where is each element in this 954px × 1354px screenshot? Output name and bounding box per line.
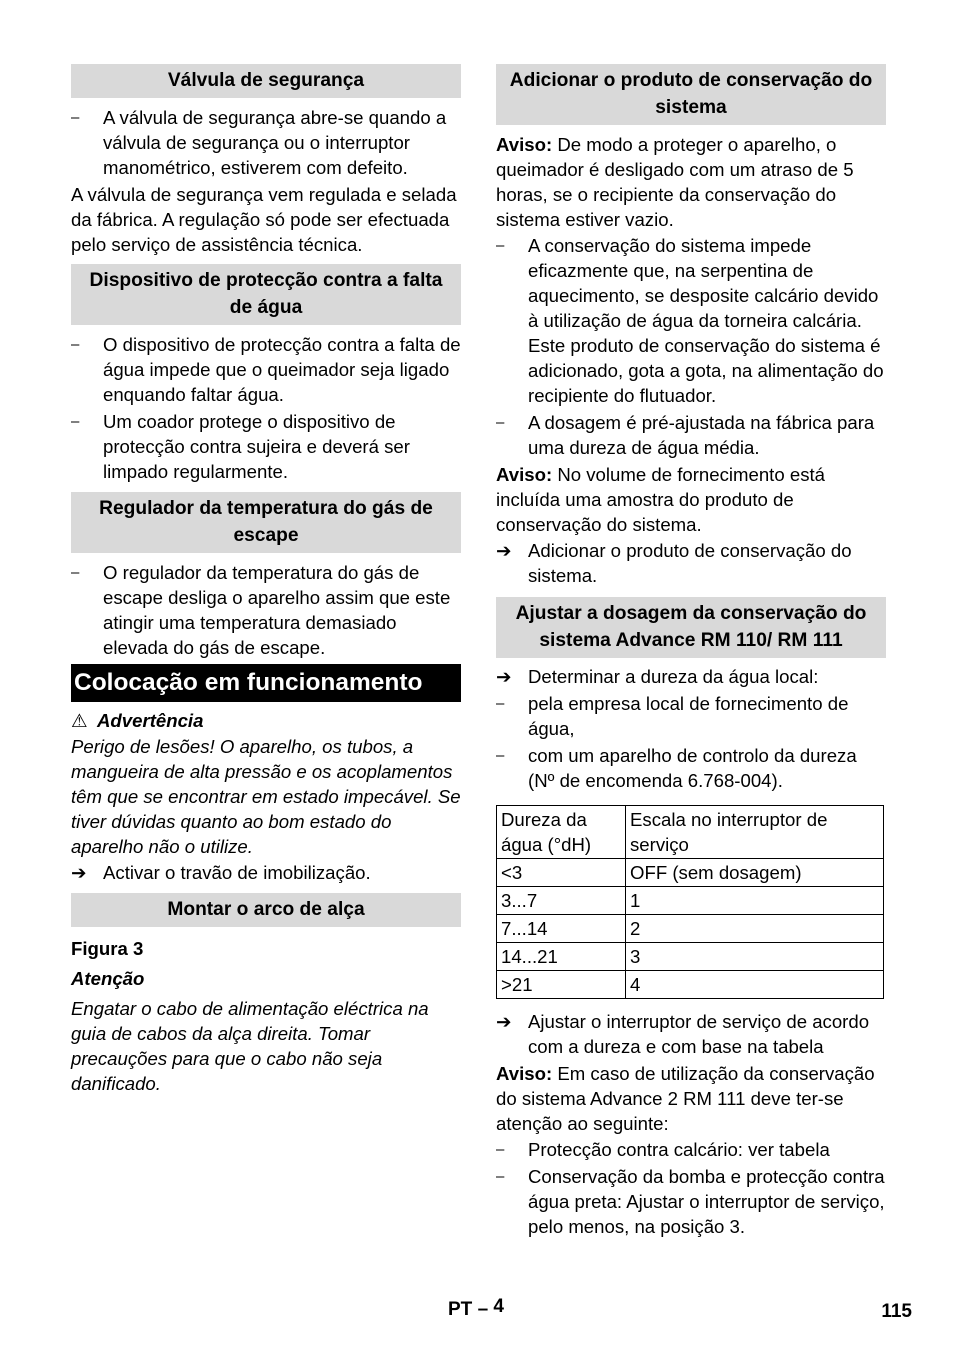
list-item: – A válvula de segurança abre-se quando a válvula de segurança ou o interruptor manométrico, estiverem com defeito. (71, 107, 447, 178)
list-item: – Conservação da bomba e protecção contra água preta: Ajustar o interruptor de serviço, pelo menos, na posição 3. (496, 1166, 885, 1237)
warning-icon: ⚠ (71, 710, 88, 731)
list-item: – com um aparelho de controlo da dureza (Nº de encomenda 6.768-004). (496, 745, 857, 791)
arrow-icon: ➔ (496, 666, 512, 687)
table-cell: OFF (sem dosagem) (626, 859, 884, 887)
heading-arco: Montar o arco de alça (71, 893, 461, 927)
step-item: ➔ Ajustar o interruptor de serviço de acordo com a dureza e com base na tabela (496, 1011, 870, 1057)
table-cell: <3 (497, 859, 626, 887)
warning-header: ⚠ Advertência (71, 710, 204, 731)
dash-icon: – (71, 564, 80, 581)
right-column (496, 64, 886, 1241)
step-item: ➔ Activar o travão de imobilização. (71, 862, 371, 883)
paragraph: Aviso: No volume de fornecimento está incluída uma amostra do produto de conservação do sistema. (496, 464, 825, 535)
list-item: – O dispositivo de protecção contra a falta de água impede que o queimador seja ligado enquando faltar água. (71, 334, 461, 405)
section-title: Colocação em funcionamento (71, 664, 461, 702)
left-column (71, 64, 461, 1097)
paragraph: Aviso: De modo a proteger o aparelho, o queimador é desligado com um atraso de 5 horas, se o recipiente da conservação do sistema estiver vazio. (496, 134, 854, 230)
dash-icon: – (496, 747, 505, 764)
table-row (497, 915, 884, 943)
dash-icon: – (496, 414, 505, 431)
list-item: – O regulador da temperatura do gás de escape desliga o aparelho assim que este atingir uma temperatura demasiado elevada do gás de escape. (71, 562, 451, 658)
table-cell: 7...14 (497, 915, 626, 943)
attention-title: Atenção (71, 968, 145, 989)
arrow-icon: ➔ (496, 1011, 512, 1032)
paragraph: A válvula de segurança vem regulada e selada da fábrica. A regulação só pode ser efectuada pelo serviço de assistência técnica. (71, 184, 457, 255)
table-row (497, 859, 884, 887)
dash-icon: – (71, 413, 80, 430)
dash-icon: – (71, 336, 80, 353)
paragraph: Aviso: Em caso de utilização da conservação do sistema Advance 2 RM 111 deve ter-se atenção ao seguinte: (496, 1063, 875, 1134)
heading-ajustar: Ajustar a dosagem da conservação do sistema Advance RM 110/ RM 111 (496, 597, 886, 658)
step-item: ➔ Adicionar o produto de conservação do sistema. (496, 540, 852, 586)
table-cell: 1 (626, 887, 884, 915)
step-item: ➔ Determinar a dureza da água local: (496, 666, 819, 687)
list-item: – A conservação do sistema impede eficazmente que, na serpentina de aquecimento, se desposite calcário devido à utilização de água da torneira calcária. Este produto de conservação do sistema é adicionado, gota a gota, na alimentação do recipiente do flutuador. (496, 235, 884, 406)
heading-adicionar: Adicionar o produto de conservação do sistema (496, 64, 886, 125)
dash-icon: – (71, 109, 80, 126)
table-cell: 2 (626, 915, 884, 943)
list-item: – pela empresa local de fornecimento de água, (496, 693, 849, 739)
heading-valvula: Válvula de segurança (71, 64, 461, 98)
attention-text: Engatar o cabo de alimentação eléctrica na guia de cabos da alça direita. Tomar precauções para que o cabo não seja danificado. (71, 998, 429, 1094)
list-item: – A dosagem é pré-ajustada na fábrica para uma dureza de água média. (496, 412, 875, 458)
dash-icon: – (496, 1168, 505, 1185)
table-cell: 14...21 (497, 943, 626, 971)
arrow-icon: ➔ (496, 540, 512, 561)
arrow-icon: ➔ (71, 862, 87, 883)
table-header-row (497, 806, 884, 859)
table-row (497, 971, 884, 999)
table-header-cell: Escala no interruptor de serviço (626, 806, 884, 859)
list-item: – Um coador protege o dispositivo de protecção contra sujeira e deverá ser limpado regularmente. (71, 411, 410, 482)
dash-icon: – (496, 695, 505, 712)
list-item: – Protecção contra calcário: ver tabela (496, 1139, 830, 1160)
table-row (497, 943, 884, 971)
warning-text: Perigo de lesões! O aparelho, os tubos, a mangueira de alta pressão e os acoplamentos têm que se encontrar em estado impecável. Se tiver dúvidas quanto ao bom estado do aparelho não o utilize. (71, 736, 461, 857)
table-cell: 4 (626, 971, 884, 999)
hardness-table (496, 805, 884, 999)
dash-icon: – (496, 237, 505, 254)
figure-ref: Figura 3 (71, 938, 144, 959)
table-cell: 3 (626, 943, 884, 971)
heading-regulador: Regulador da temperatura do gás de escape (71, 492, 461, 553)
dash-icon: – (496, 1141, 505, 1158)
table-row (497, 887, 884, 915)
footer-section-label: PT – 4 (448, 1296, 504, 1320)
table-cell: >21 (497, 971, 626, 999)
page-number: 115 (881, 1301, 912, 1322)
heading-dispositivo: Dispositivo de protecção contra a falta de água (71, 264, 461, 325)
table-cell: 3...7 (497, 887, 626, 915)
table-header-cell: Dureza da água (°dH) (497, 806, 626, 859)
